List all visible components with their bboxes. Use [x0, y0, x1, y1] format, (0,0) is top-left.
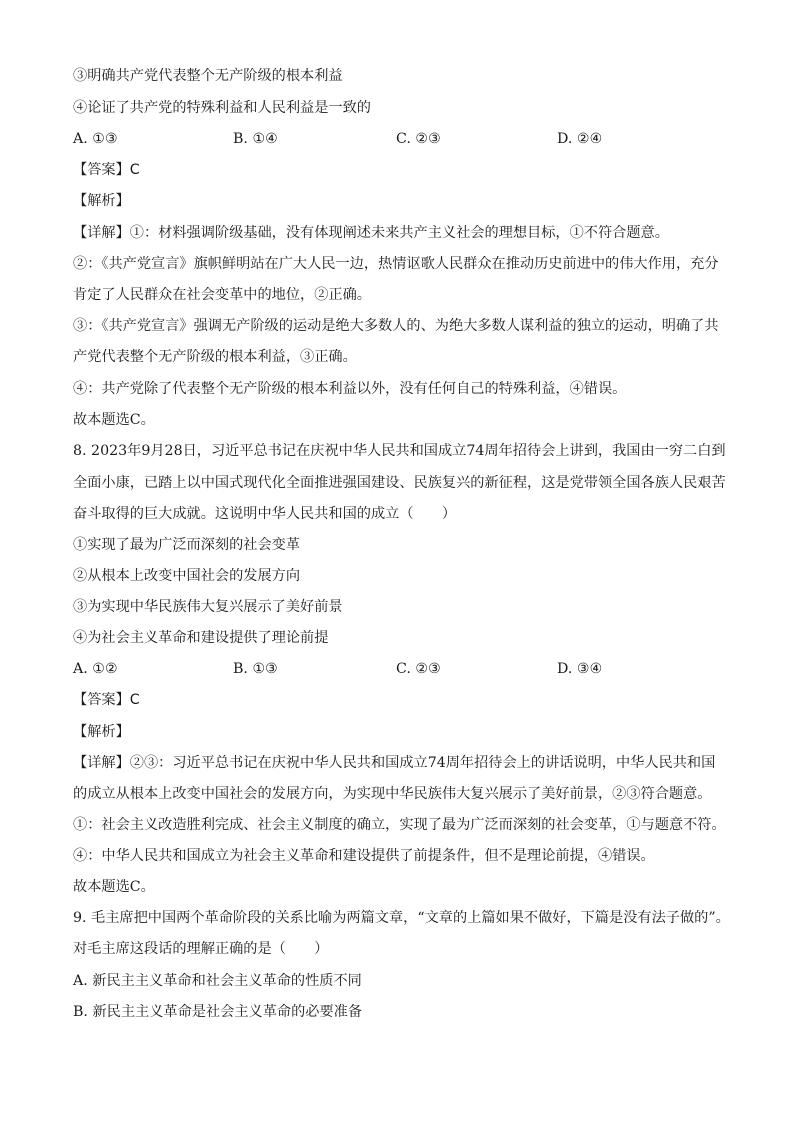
- q7-conclusion: 故本题选C。: [73, 412, 155, 428]
- q7-option-c: C. ②③: [396, 131, 441, 147]
- q7-detail-line: ④：共产党除了代表整个无产阶级的根本利益以外，没有任何自己的特殊利益，④错误。: [73, 381, 627, 397]
- q9-stem-line: 对毛主席这段话的理解正确的是（ ）: [73, 941, 329, 957]
- q7-detail-line: 产党代表整个无产阶级的根本利益，③正确。: [73, 349, 357, 365]
- q8-option-c: C. ②③: [396, 661, 441, 677]
- q8-analysis-label: 【解析】: [73, 724, 130, 740]
- q7-detail-line: 【详解】①：材料强调阶级基础，没有体现阐述未来共产主义社会的理想目标，①不符合题意。: [73, 225, 669, 241]
- q8-stem-line: 全面小康，已踏上以中国式现代化全面推进强国建设、民族复兴的新征程，这是党带领全国各族人民艰苦: [73, 475, 726, 491]
- q8-detail-line: 【详解】②③：习近平总书记在庆祝中华人民共和国成立74周年招待会上的讲话说明，中华人民共和国: [73, 755, 716, 771]
- q8-option-d: D. ③④: [557, 661, 603, 677]
- q7-detail-line: 肯定了人民群众在社会变革中的地位，②正确。: [73, 287, 371, 303]
- q7-option-b: B. ①④: [233, 131, 278, 147]
- q8-stem-line: 8. 2023年9月28日，习近平总书记在庆祝中华人民共和国成立74周年招待会上讲到，我国由一穷二白到: [73, 443, 726, 459]
- q8-option-b: B. ①③: [233, 661, 278, 677]
- q7-option-d: D. ②④: [557, 131, 603, 147]
- q9-stem-line: 9. 毛主席把中国两个革命阶段的关系比喻为两篇文章，“文章的上篇如果不做好，下篇是没有法子做的”。: [73, 910, 730, 926]
- q8-detail-line: ①：社会主义改造胜利完成、社会主义制度的确立，实现了最为广泛而深刻的社会变革，①与题意不符。: [73, 817, 726, 833]
- q8-item-1: ①实现了最为广泛而深刻的社会变革: [73, 537, 301, 553]
- q7-option-a: A. ①③: [73, 131, 118, 147]
- q7-detail-line: ③：《共产党宣言》强调无产阶级的运动是绝大多数人的、为绝大多数人谋利益的独立的运动，明确了共: [73, 318, 719, 334]
- q9-option-a: A. 新民主主义革命和社会主义革命的性质不同: [73, 973, 362, 989]
- q7-item-3: ③明确共产党代表整个无产阶级的根本利益: [73, 68, 343, 84]
- q9-option-b: B. 新民主主义革命是社会主义革命的必要准备: [73, 1004, 363, 1020]
- q7-detail-line: ②：《共产党宣言》旗帜鲜明站在广大人民一边，热情讴歌人民群众在推动历史前进中的伟大作用，充分: [73, 256, 719, 272]
- q8-conclusion: 故本题选C。: [73, 879, 155, 895]
- q8-detail-line: ④：中华人民共和国成立为社会主义革命和建设提供了前提条件，但不是理论前提，④错误。: [73, 848, 655, 864]
- q8-answer: 【答案】C: [73, 692, 140, 708]
- q7-analysis-label: 【解析】: [73, 193, 130, 209]
- q8-stem-line: 奋斗取得的巨大成就。这说明中华人民共和国的成立（ ）: [73, 506, 457, 522]
- q8-item-4: ④为社会主义革命和建设提供了理论前提: [73, 630, 329, 646]
- q8-item-2: ②从根本上改变中国社会的发展方向: [73, 568, 301, 584]
- q8-item-3: ③为实现中华民族伟大复兴展示了美好前景: [73, 599, 343, 615]
- q7-item-4: ④论证了共产党的特殊利益和人民利益是一致的: [73, 100, 371, 116]
- q7-answer: 【答案】C: [73, 162, 140, 178]
- q8-option-a: A. ①②: [73, 661, 118, 677]
- q8-detail-line: 的成立从根本上改变中国社会的发展方向，为实现中华民族伟大复兴展示了美好前景，②③符合题意。: [73, 786, 712, 802]
